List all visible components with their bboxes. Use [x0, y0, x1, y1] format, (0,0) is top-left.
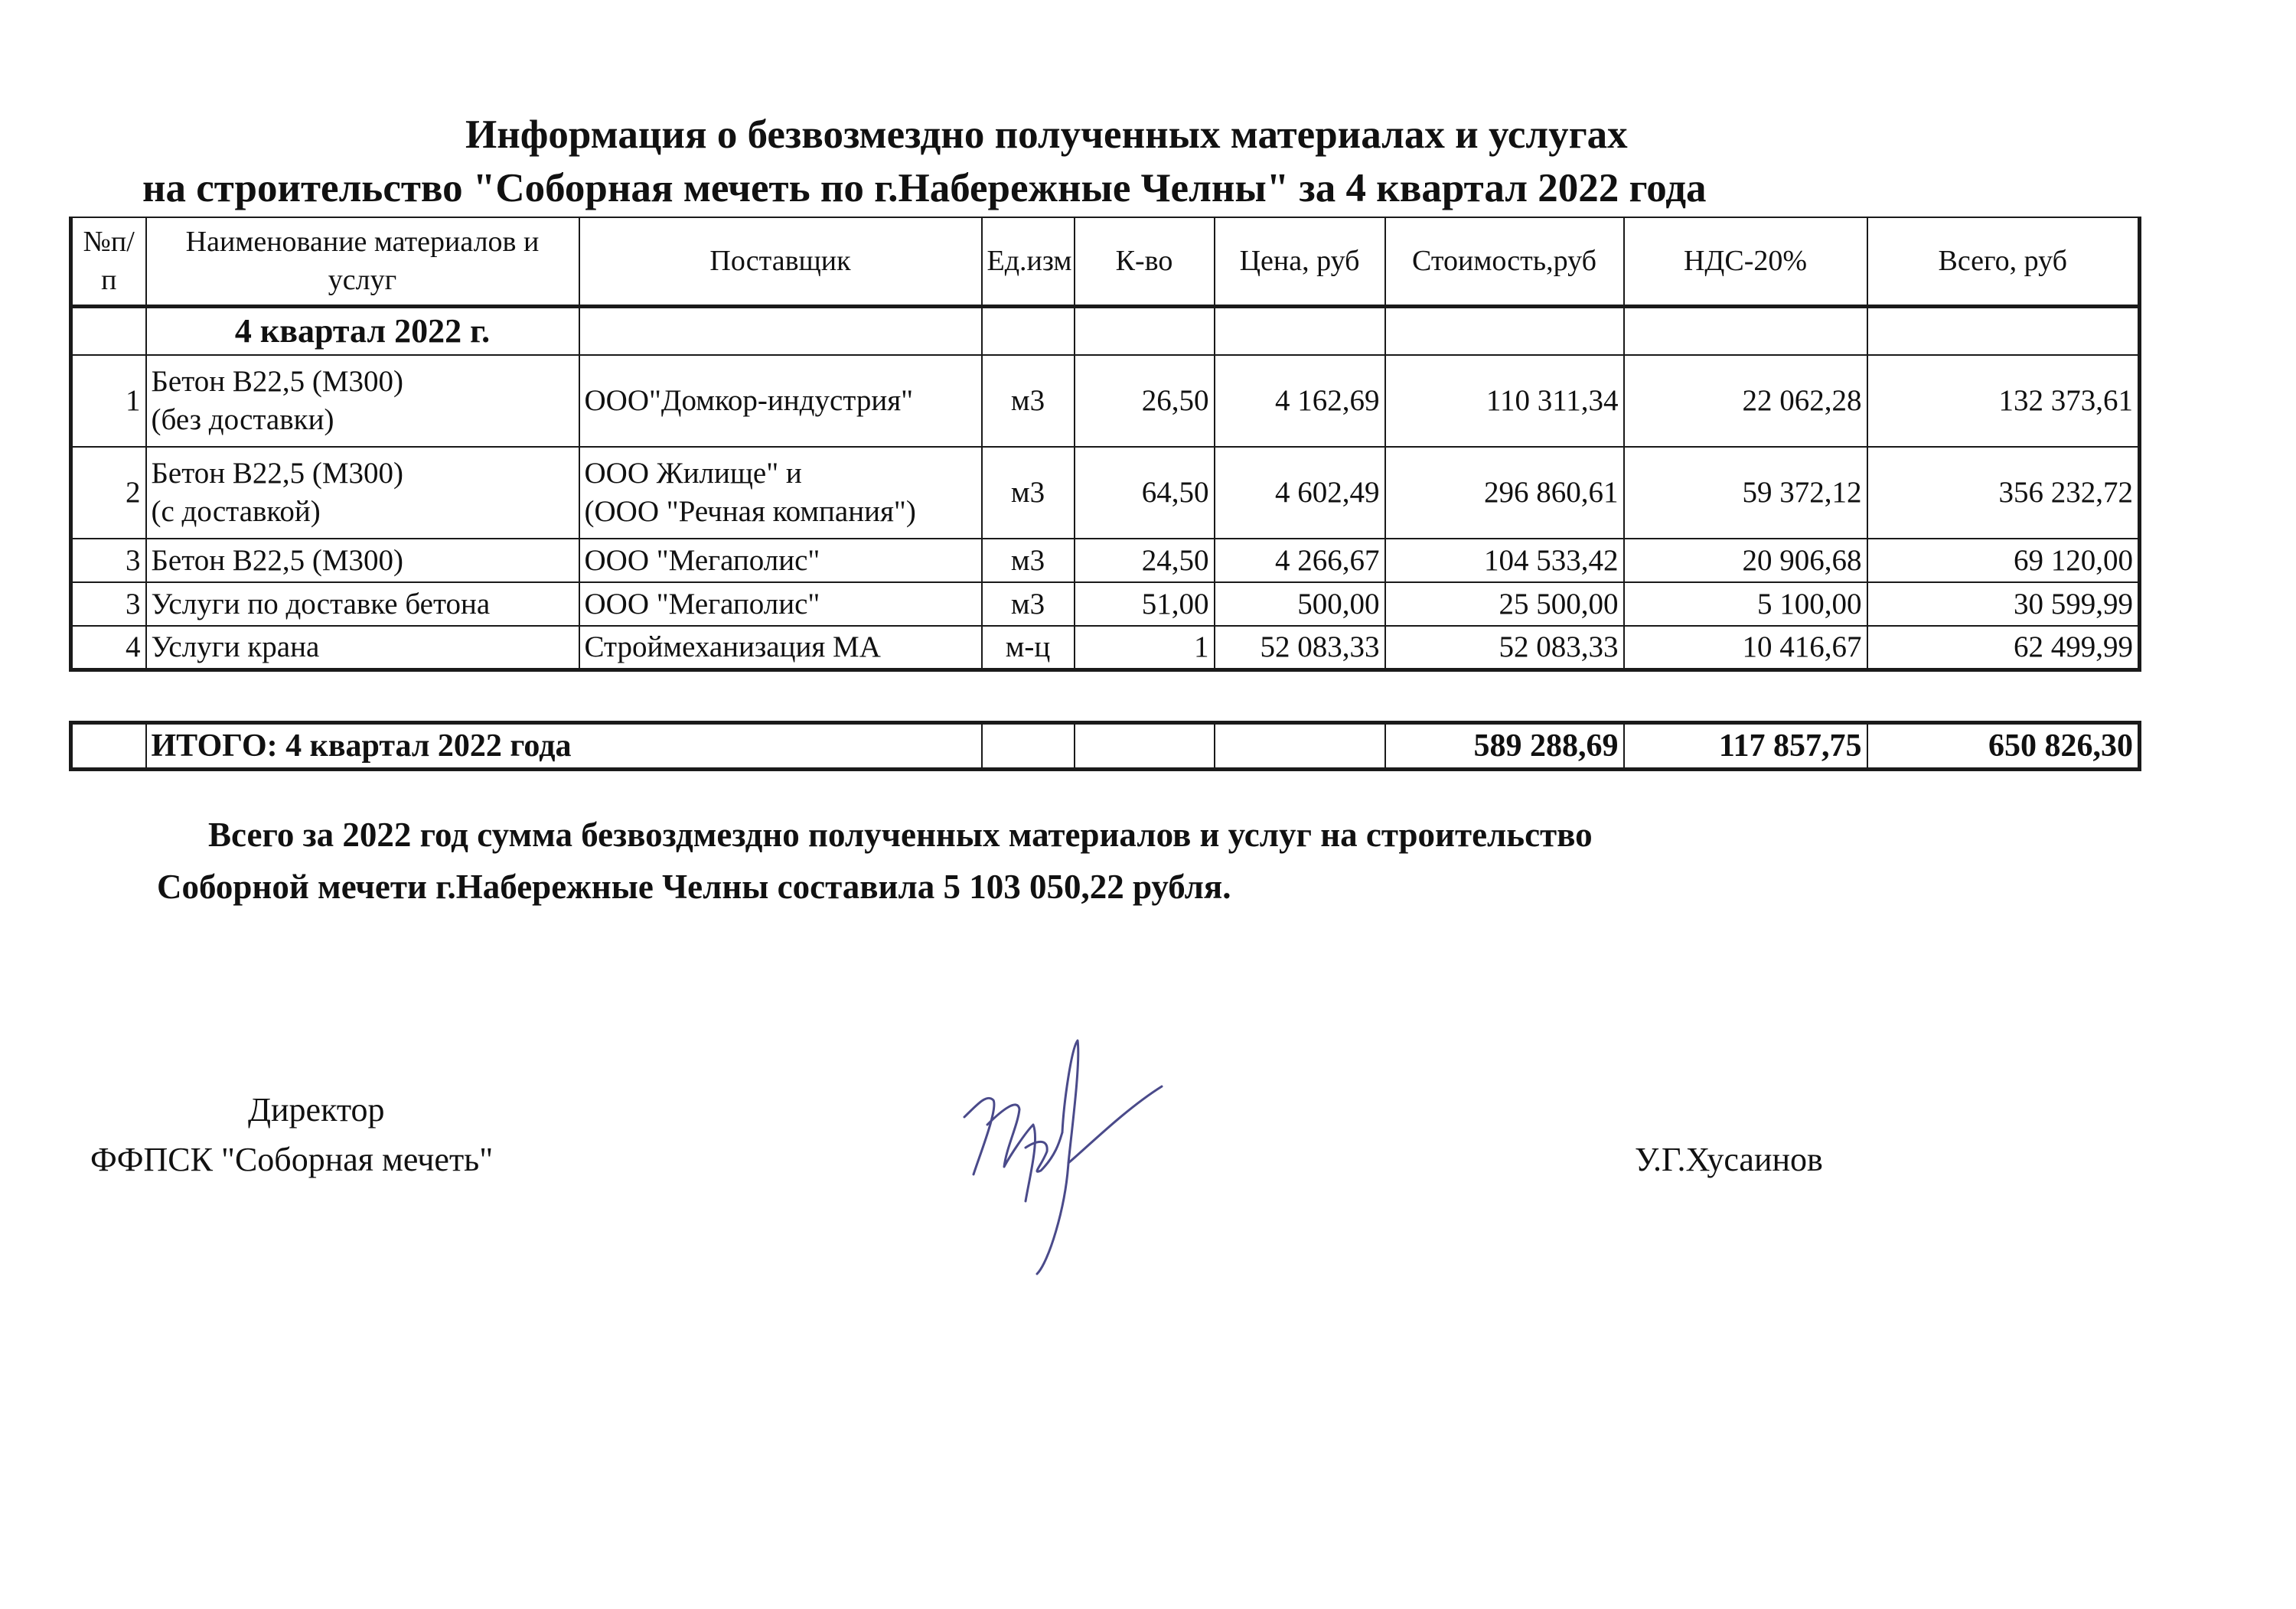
row-unit: м3 — [982, 355, 1075, 447]
row-quantity: 24,50 — [1075, 539, 1215, 582]
table-header-row — [71, 217, 2140, 306]
row-supplier: ООО "Мегаполис" — [579, 539, 982, 582]
row-quantity: 1 — [1075, 626, 1215, 669]
table-row — [71, 355, 2140, 447]
row-unit: м3 — [982, 447, 1075, 539]
row-number: 4 — [71, 626, 146, 669]
row-price: 4 266,67 — [1215, 539, 1385, 582]
total-sum: 650 826,30 — [1867, 723, 2140, 770]
row-cost: 104 533,42 — [1385, 539, 1624, 582]
materials-table — [69, 217, 2141, 672]
row-cost: 52 083,33 — [1385, 626, 1624, 669]
table-row — [71, 539, 2140, 582]
title-line-2: на строительство "Соборная мечеть по г.Набережные Челны" за 4 квартал 2022 года — [142, 166, 1707, 210]
signatory-position: Директор — [248, 1091, 385, 1129]
row-cost: 110 311,34 — [1385, 355, 1624, 447]
row-cost: 25 500,00 — [1385, 582, 1624, 626]
row-unit: м-ц — [982, 626, 1075, 669]
row-quantity: 64,50 — [1075, 447, 1215, 539]
row-total: 62 499,99 — [1867, 626, 2140, 669]
total-row — [71, 723, 2140, 770]
row-unit: м3 — [982, 582, 1075, 626]
row-name: Бетон В22,5 (М300) (без доставки) — [146, 355, 579, 447]
header-total: Всего, руб — [1867, 217, 2140, 306]
total-table — [69, 721, 2141, 771]
row-total: 356 232,72 — [1867, 447, 2140, 539]
row-price: 4 162,69 — [1215, 355, 1385, 447]
row-name: Услуги крана — [146, 626, 579, 669]
row-supplier: ООО Жилище" и (ООО "Речная компания") — [579, 447, 982, 539]
row-quantity: 51,00 — [1075, 582, 1215, 626]
total-vat: 117 857,75 — [1624, 723, 1867, 770]
row-number: 2 — [71, 447, 146, 539]
row-number: 3 — [71, 582, 146, 626]
row-name: Бетон В22,5 (М300) — [146, 539, 579, 582]
row-total: 30 599,99 — [1867, 582, 2140, 626]
table-row — [71, 447, 2140, 539]
row-price: 52 083,33 — [1215, 626, 1385, 669]
total-label: ИТОГО: 4 квартал 2022 года — [146, 723, 982, 770]
summary-line-1: Всего за 2022 год сумма безвоздмездно полученных материалов и услуг на строительство — [208, 816, 1593, 854]
header-price: Цена, руб — [1215, 217, 1385, 306]
header-vat: НДС-20% — [1624, 217, 1867, 306]
header-quantity: К-во — [1075, 217, 1215, 306]
signatory-name: У.Г.Хусаинов — [1635, 1141, 1823, 1178]
row-supplier: ООО"Домкор-индустрия" — [579, 355, 982, 447]
header-supplier: Поставщик — [579, 217, 982, 306]
signature-icon — [934, 1025, 1186, 1278]
header-number: №п/п — [71, 217, 146, 306]
row-cost: 296 860,61 — [1385, 447, 1624, 539]
summary-line-2: Соборной мечети г.Набережные Челны составила 5 103 050,22 рубля. — [157, 868, 1231, 906]
header-cost: Стоимость,руб — [1385, 217, 1624, 306]
header-name: Наименование материалов и услуг — [146, 217, 579, 306]
row-supplier: ООО "Мегаполис" — [579, 582, 982, 626]
row-total: 69 120,00 — [1867, 539, 2140, 582]
row-vat: 20 906,68 — [1624, 539, 1867, 582]
table-row — [71, 626, 2140, 669]
row-price: 4 602,49 — [1215, 447, 1385, 539]
row-name: Услуги по доставке бетона — [146, 582, 579, 626]
quarter-row — [71, 306, 2140, 355]
signatory-organization: ФФПСК "Соборная мечеть" — [90, 1141, 494, 1178]
quarter-label: 4 квартал 2022 г. — [146, 306, 579, 355]
row-number: 3 — [71, 539, 146, 582]
row-vat: 59 372,12 — [1624, 447, 1867, 539]
row-vat: 22 062,28 — [1624, 355, 1867, 447]
row-quantity: 26,50 — [1075, 355, 1215, 447]
row-price: 500,00 — [1215, 582, 1385, 626]
row-name: Бетон В22,5 (М300) (с доставкой) — [146, 447, 579, 539]
row-supplier: Строймеханизация МА — [579, 626, 982, 669]
title-line-1: Информация о безвозмездно полученных материалах и услугах — [465, 112, 1628, 157]
total-cost: 589 288,69 — [1385, 723, 1624, 770]
row-total: 132 373,61 — [1867, 355, 2140, 447]
row-number: 1 — [71, 355, 146, 447]
table-row — [71, 582, 2140, 626]
row-unit: м3 — [982, 539, 1075, 582]
row-vat: 5 100,00 — [1624, 582, 1867, 626]
row-vat: 10 416,67 — [1624, 626, 1867, 669]
header-unit: Ед.изм — [982, 217, 1075, 306]
